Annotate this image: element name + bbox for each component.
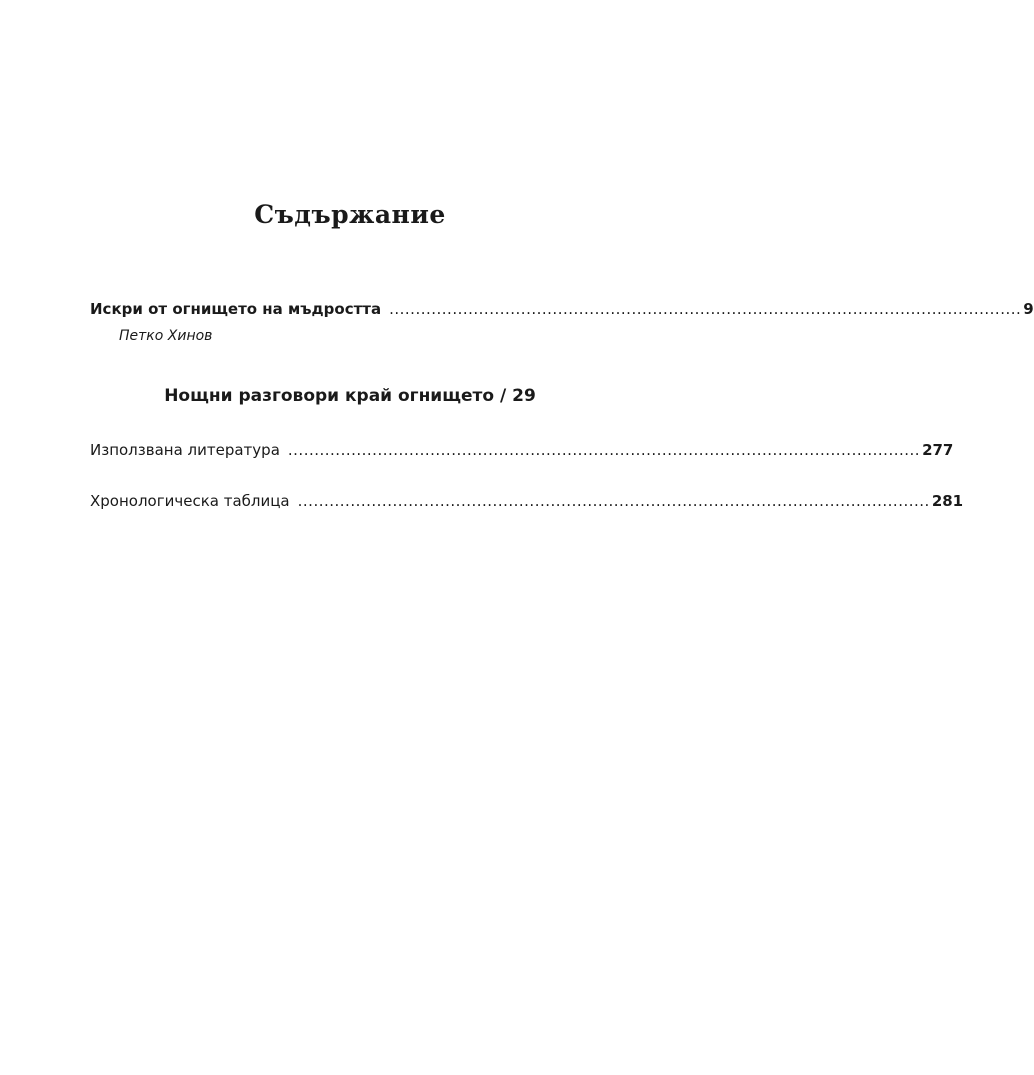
toc-entry-literature[interactable] [90, 441, 954, 459]
toc-entry-label: Искри от огнището на мъдростта [90, 300, 382, 318]
toc-page-number: 9 [1023, 300, 1034, 318]
toc-entry-label: Използвана литература [90, 441, 280, 459]
toc-page-number: 277 [922, 441, 954, 459]
toc-page-number: 281 [931, 492, 964, 510]
section-heading[interactable]: Нощни разговори край огнището / 29 [164, 386, 536, 406]
dot-leader: ........................................................................................................................ [389, 300, 1022, 318]
dot-leader: ........................................................................................................................ [297, 492, 930, 510]
entry-author: Петко Хинов [119, 328, 213, 344]
toc-entry-sparks[interactable] [90, 300, 1034, 318]
toc-entry-label: Хронологическа таблица [90, 492, 290, 510]
page-title: Съдържание [254, 200, 446, 229]
dot-leader: ........................................................................................................................ [287, 441, 921, 459]
toc-entry-chronology[interactable] [90, 492, 964, 510]
